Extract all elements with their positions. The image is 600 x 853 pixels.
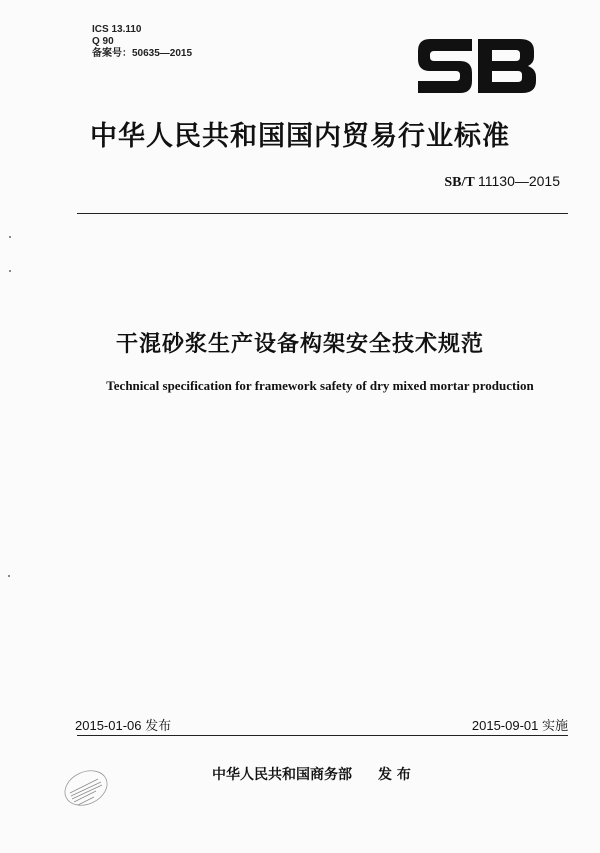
scan-speck	[9, 270, 11, 272]
standard-code-number: 11130—2015	[478, 173, 560, 189]
scan-speck	[9, 236, 11, 238]
standard-code	[444, 173, 560, 191]
standard-code-prefix: SB/T	[444, 175, 475, 190]
ics-code: ICS 13.110	[92, 24, 142, 35]
bottom-divider	[77, 735, 568, 736]
issuer-name: 中华人民共和国商务部	[212, 767, 352, 783]
issuer-verb: 发 布	[378, 767, 411, 783]
implementation-date: 2015-09-01 实施	[471, 718, 568, 733]
classification-block	[92, 24, 192, 60]
ccs-code: Q 90	[92, 36, 114, 47]
sb-logo	[412, 33, 540, 99]
filing-number: 备案号：50635—2015	[92, 48, 193, 59]
standard-title-chinese: 干混砂浆生产设备构架安全技术规范	[115, 332, 484, 357]
release-date: 2015-01-06 发布	[75, 718, 172, 733]
issuing-body-title: 中华人民共和国国内贸易行业标准	[90, 121, 510, 152]
scan-speck	[8, 575, 10, 577]
top-divider	[77, 213, 568, 214]
issuer-line	[212, 764, 411, 784]
library-stamp	[58, 763, 114, 813]
standard-title-english: Technical specification for framework safety of dry mixed mortar production	[106, 378, 534, 393]
